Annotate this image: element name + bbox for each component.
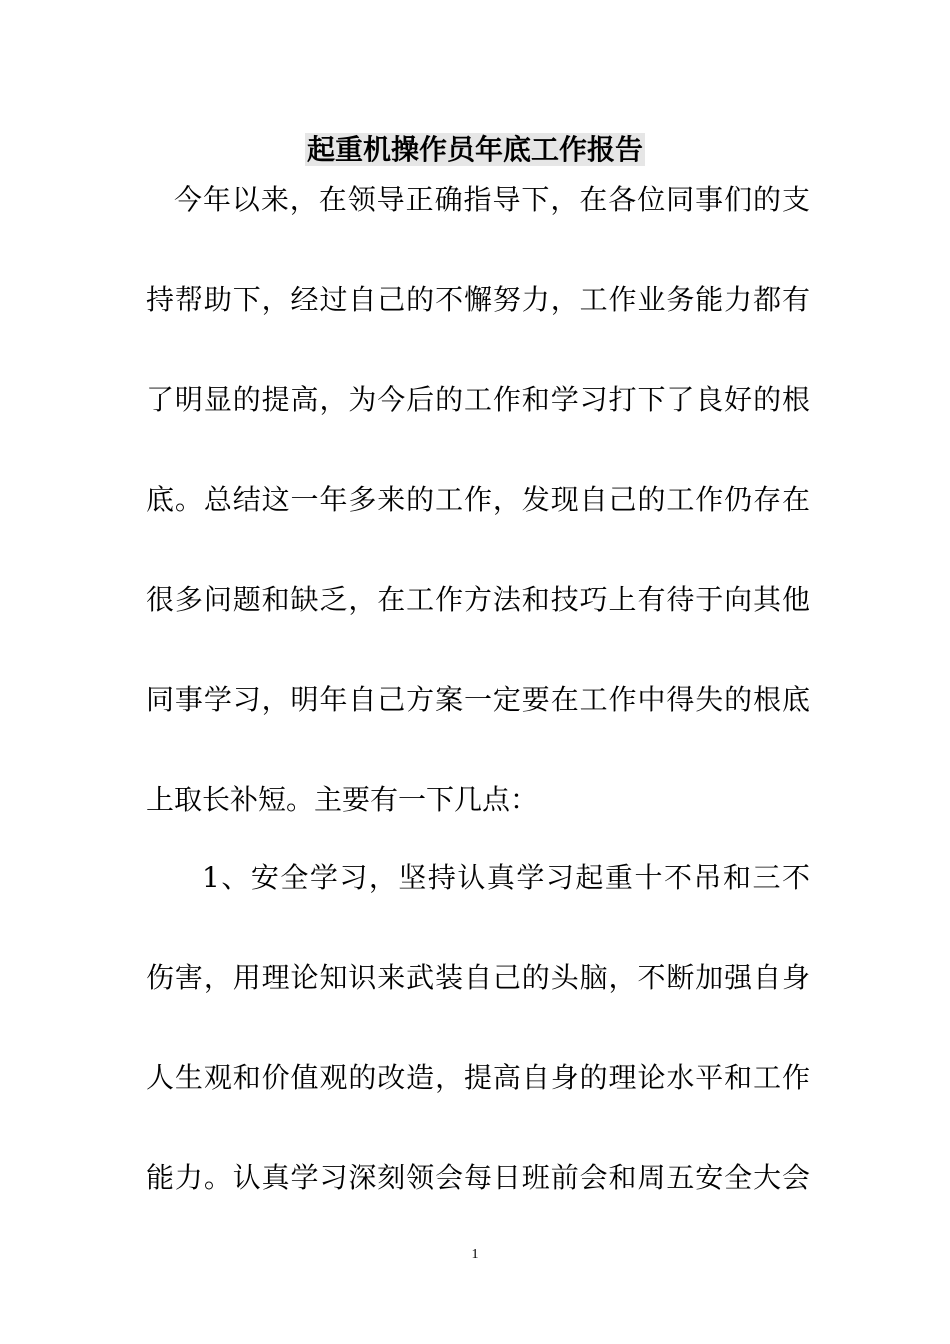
document-title-text: 起重机操作员年底工作报告 <box>306 133 643 166</box>
paragraph-line-11: 能力。认真学习深刻领会每日班前会和周五安全大会 <box>146 1161 810 1194</box>
paragraph-line-8: 1、安全学习，坚持认真学习起重十不吊和三不 <box>202 861 810 894</box>
paragraph-line-7: 上取长补短。主要有一下几点： <box>146 783 539 816</box>
paragraph-line-10: 人生观和价值观的改造，提高自身的理论水平和工作 <box>146 1061 810 1094</box>
paragraph-line-1: 今年以来，在领导正确指导下，在各位同事们的支 <box>174 183 810 216</box>
paragraph-line-2: 持帮助下，经过自己的不懈努力，工作业务能力都有 <box>146 283 810 316</box>
paragraph-line-4: 底。总结这一年多来的工作，发现自己的工作仍存在 <box>146 483 810 516</box>
paragraph-line-3: 了明显的提高，为今后的工作和学习打下了良好的根 <box>146 383 810 416</box>
paragraph-line-5: 很多问题和缺乏，在工作方法和技巧上有待于向其他 <box>146 583 810 616</box>
paragraph-line-6: 同事学习，明年自己方案一定要在工作中得失的根底 <box>146 683 810 716</box>
document-title <box>0 130 950 170</box>
page-number: 1 <box>471 1247 479 1262</box>
paragraph-line-9: 伤害，用理论知识来武装自己的头脑，不断加强自身 <box>146 961 810 994</box>
